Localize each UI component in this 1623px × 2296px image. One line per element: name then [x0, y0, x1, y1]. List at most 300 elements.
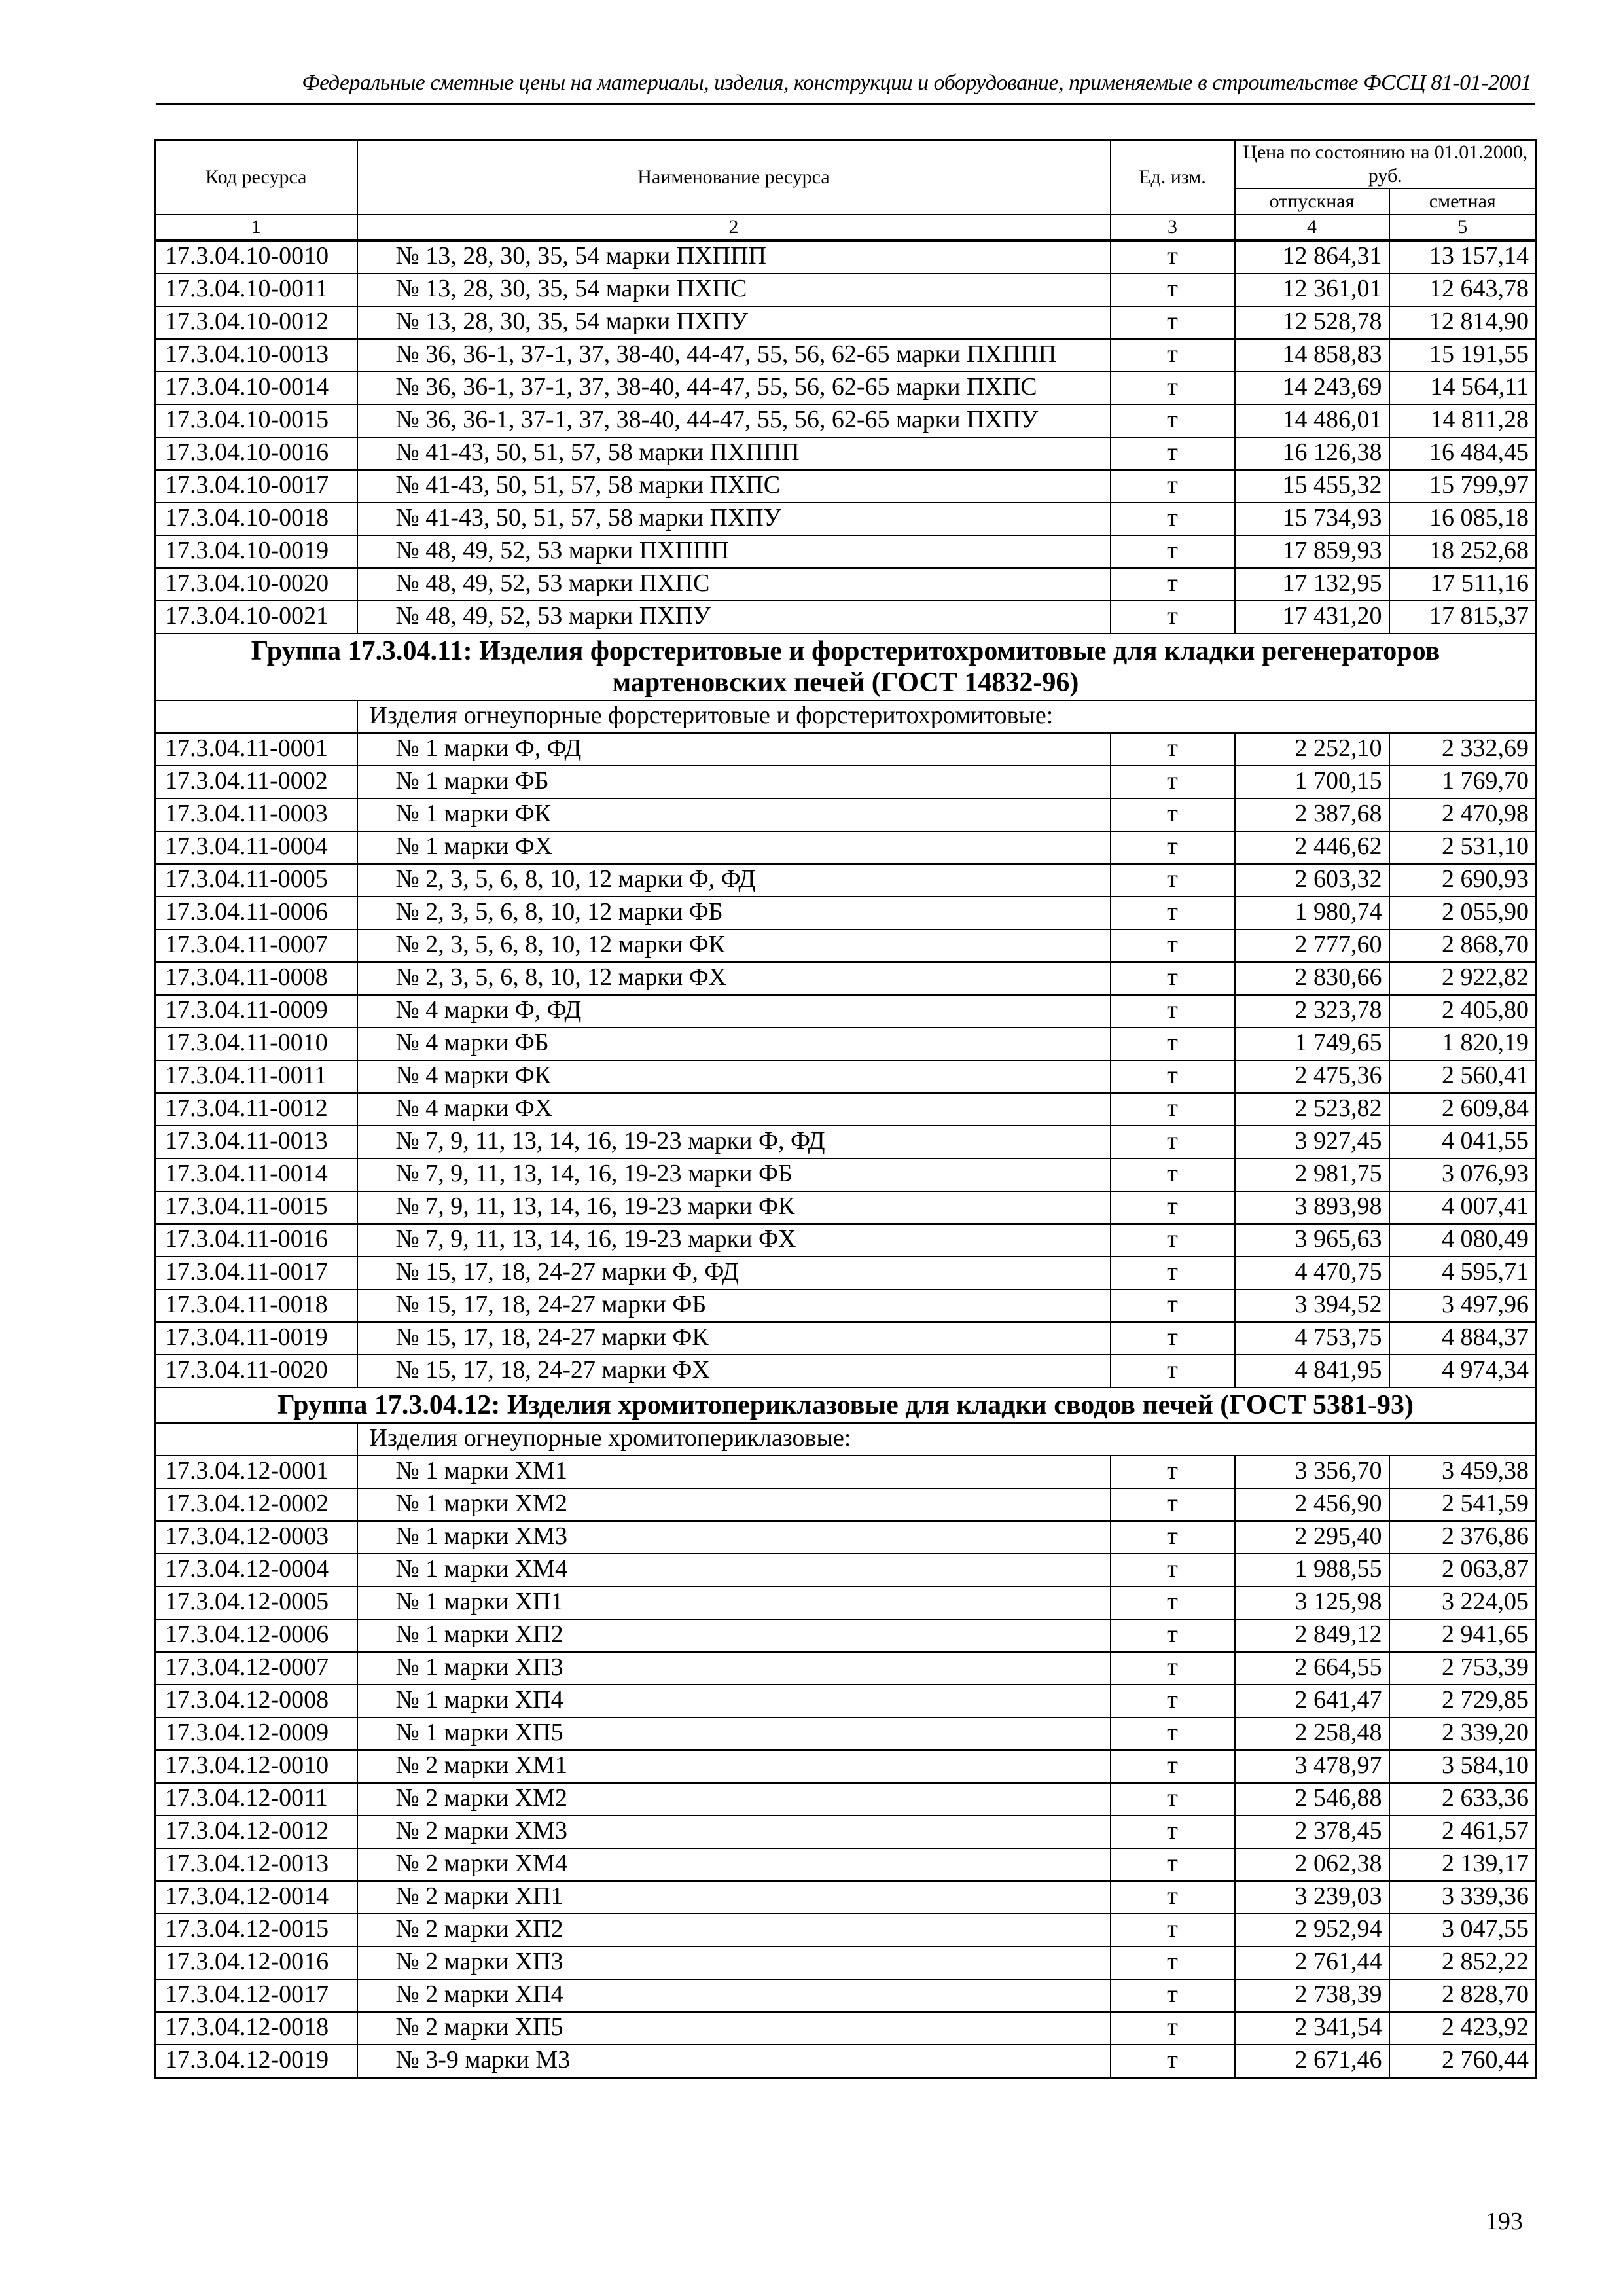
table-row	[155, 1783, 1537, 1816]
estimate-price: 3 339,36	[1389, 1881, 1537, 1914]
release-price: 2 295,40	[1235, 1521, 1389, 1554]
resource-code: 17.3.04.12-0010	[155, 1750, 357, 1783]
release-price: 2 641,47	[1235, 1685, 1389, 1717]
resource-code: 17.3.04.11-0008	[155, 962, 357, 995]
release-price: 2 062,38	[1235, 1848, 1389, 1881]
resource-name: № 2, 3, 5, 6, 8, 10, 12 марки ФХ	[357, 962, 1111, 995]
table-row	[155, 1685, 1537, 1717]
release-price: 3 478,97	[1235, 1750, 1389, 1783]
subgroup-row	[155, 700, 1537, 733]
resource-name: № 2 марки ХМ4	[357, 1848, 1111, 1881]
release-price: 2 252,10	[1235, 733, 1389, 766]
unit: т	[1111, 1554, 1235, 1587]
estimate-price: 2 139,17	[1389, 1848, 1537, 1881]
resource-name: № 4 марки ФХ	[357, 1093, 1111, 1126]
resource-name: № 3-9 марки М3	[357, 2045, 1111, 2078]
estimate-price: 2 470,98	[1389, 798, 1537, 831]
release-price: 2 603,32	[1235, 864, 1389, 897]
unit: т	[1111, 1783, 1235, 1816]
resource-name: № 4 марки Ф, ФД	[357, 995, 1111, 1028]
estimate-price: 12 814,90	[1389, 306, 1537, 339]
resource-code: 17.3.04.10-0015	[155, 404, 357, 437]
release-price: 2 738,39	[1235, 1979, 1389, 2012]
table-row	[155, 404, 1537, 437]
estimate-price: 2 063,87	[1389, 1554, 1537, 1587]
estimate-price: 3 224,05	[1389, 1587, 1537, 1619]
unit: т	[1111, 1456, 1235, 1488]
release-price: 1 988,55	[1235, 1554, 1389, 1587]
table-row	[155, 339, 1537, 372]
unit: т	[1111, 1619, 1235, 1652]
group-heading-row	[155, 1388, 1537, 1423]
release-price: 3 893,98	[1235, 1191, 1389, 1224]
resource-name: № 13, 28, 30, 35, 54 марки ПХПС	[357, 274, 1111, 306]
table-row	[155, 766, 1537, 798]
resource-code: 17.3.04.10-0013	[155, 339, 357, 372]
release-price: 2 546,88	[1235, 1783, 1389, 1816]
resource-code: 17.3.04.11-0019	[155, 1322, 357, 1355]
unit: т	[1111, 1060, 1235, 1093]
unit: т	[1111, 274, 1235, 306]
unit: т	[1111, 240, 1235, 274]
release-price: 4 753,75	[1235, 1322, 1389, 1355]
table-row	[155, 601, 1537, 634]
estimate-price: 2 760,44	[1389, 2045, 1537, 2078]
resource-name: № 1 марки ФК	[357, 798, 1111, 831]
unit: т	[1111, 1946, 1235, 1979]
estimate-price: 16 085,18	[1389, 503, 1537, 535]
unit: т	[1111, 1028, 1235, 1060]
unit: т	[1111, 962, 1235, 995]
table-row	[155, 1750, 1537, 1783]
header-rule	[156, 103, 1535, 105]
table-row	[155, 864, 1537, 897]
table-row	[155, 1289, 1537, 1322]
estimate-price: 3 459,38	[1389, 1456, 1537, 1488]
table-row	[155, 1322, 1537, 1355]
release-price: 14 243,69	[1235, 372, 1389, 404]
resource-name: № 15, 17, 18, 24-27 марки ФХ	[357, 1355, 1111, 1388]
resource-name: № 1 марки ХМ4	[357, 1554, 1111, 1587]
unit: т	[1111, 733, 1235, 766]
resource-name: № 2 марки ХП1	[357, 1881, 1111, 1914]
release-price: 2 981,75	[1235, 1158, 1389, 1191]
release-price: 3 965,63	[1235, 1224, 1389, 1257]
unit: т	[1111, 1488, 1235, 1521]
resource-name: № 1 марки ХМ2	[357, 1488, 1111, 1521]
resource-code: 17.3.04.11-0010	[155, 1028, 357, 1060]
table-row	[155, 535, 1537, 568]
estimate-price: 4 080,49	[1389, 1224, 1537, 1257]
resource-name: № 41-43, 50, 51, 57, 58 марки ПХППП	[357, 437, 1111, 470]
estimate-price: 2 531,10	[1389, 831, 1537, 864]
unit: т	[1111, 1881, 1235, 1914]
release-price: 15 455,32	[1235, 470, 1389, 503]
resource-name: № 7, 9, 11, 13, 14, 16, 19-23 марки Ф, ФД	[357, 1126, 1111, 1158]
col-number: 3	[1111, 215, 1235, 240]
unit: т	[1111, 1587, 1235, 1619]
resource-code: 17.3.04.12-0006	[155, 1619, 357, 1652]
estimate-price: 2 560,41	[1389, 1060, 1537, 1093]
table-row	[155, 1619, 1537, 1652]
resource-name: № 48, 49, 52, 53 марки ПХПС	[357, 568, 1111, 601]
table-row	[155, 1979, 1537, 2012]
table-row	[155, 1816, 1537, 1848]
group-heading-row	[155, 634, 1537, 700]
estimate-price: 2 922,82	[1389, 962, 1537, 995]
unit: т	[1111, 503, 1235, 535]
table-row	[155, 1521, 1537, 1554]
estimate-price: 2 690,93	[1389, 864, 1537, 897]
unit: т	[1111, 1093, 1235, 1126]
unit: т	[1111, 1224, 1235, 1257]
resource-name: № 1 марки ХП1	[357, 1587, 1111, 1619]
resource-code: 17.3.04.11-0014	[155, 1158, 357, 1191]
estimate-price: 2 405,80	[1389, 995, 1537, 1028]
resource-code: 17.3.04.10-0017	[155, 470, 357, 503]
resource-name: № 1 марки Ф, ФД	[357, 733, 1111, 766]
resource-name: № 48, 49, 52, 53 марки ПХППП	[357, 535, 1111, 568]
table-row	[155, 1946, 1537, 1979]
resource-name: № 7, 9, 11, 13, 14, 16, 19-23 марки ФБ	[357, 1158, 1111, 1191]
release-price: 2 387,68	[1235, 798, 1389, 831]
unit: т	[1111, 1685, 1235, 1717]
release-price: 12 528,78	[1235, 306, 1389, 339]
resource-name: № 1 марки ХП3	[357, 1652, 1111, 1685]
resource-code: 17.3.04.10-0011	[155, 274, 357, 306]
resource-code: 17.3.04.11-0007	[155, 929, 357, 962]
estimate-price: 2 941,65	[1389, 1619, 1537, 1652]
resource-name: № 1 марки ХП4	[357, 1685, 1111, 1717]
resource-name: № 41-43, 50, 51, 57, 58 марки ПХПС	[357, 470, 1111, 503]
resource-code: 17.3.04.12-0002	[155, 1488, 357, 1521]
resource-name: № 41-43, 50, 51, 57, 58 марки ПХПУ	[357, 503, 1111, 535]
unit: т	[1111, 1191, 1235, 1224]
estimate-price: 4 007,41	[1389, 1191, 1537, 1224]
col-number: 1	[155, 215, 357, 240]
table-row	[155, 733, 1537, 766]
estimate-price: 2 461,57	[1389, 1816, 1537, 1848]
release-price: 3 239,03	[1235, 1881, 1389, 1914]
resource-name: № 2, 3, 5, 6, 8, 10, 12 марки Ф, ФД	[357, 864, 1111, 897]
estimate-price: 3 497,96	[1389, 1289, 1537, 1322]
empty-cell	[155, 700, 357, 733]
subgroup-title: Изделия огнеупорные форстеритовые и форстеритохромитовые:	[357, 700, 1537, 733]
estimate-price: 4 041,55	[1389, 1126, 1537, 1158]
table-row	[155, 962, 1537, 995]
unit: т	[1111, 1652, 1235, 1685]
unit: т	[1111, 404, 1235, 437]
unit: т	[1111, 1979, 1235, 2012]
estimate-price: 4 595,71	[1389, 1257, 1537, 1289]
table-row	[155, 1717, 1537, 1750]
table-row	[155, 897, 1537, 929]
release-price: 15 734,93	[1235, 503, 1389, 535]
resource-name: № 4 марки ФК	[357, 1060, 1111, 1093]
resource-code: 17.3.04.11-0013	[155, 1126, 357, 1158]
resource-code: 17.3.04.11-0017	[155, 1257, 357, 1289]
estimate-price: 15 799,97	[1389, 470, 1537, 503]
unit: т	[1111, 568, 1235, 601]
resource-name: № 2 марки ХМ3	[357, 1816, 1111, 1848]
resource-code: 17.3.04.11-0009	[155, 995, 357, 1028]
unit: т	[1111, 831, 1235, 864]
subgroup-title: Изделия огнеупорные хромитопериклазовые:	[357, 1423, 1537, 1456]
resource-code: 17.3.04.12-0018	[155, 2012, 357, 2045]
resource-code: 17.3.04.11-0015	[155, 1191, 357, 1224]
estimate-price: 17 511,16	[1389, 568, 1537, 601]
table-row	[155, 995, 1537, 1028]
estimate-price: 2 376,86	[1389, 1521, 1537, 1554]
resource-code: 17.3.04.12-0017	[155, 1979, 357, 2012]
resource-code: 17.3.04.12-0003	[155, 1521, 357, 1554]
unit: т	[1111, 1158, 1235, 1191]
header-name: Наименование ресурса	[357, 140, 1111, 215]
release-price: 4 841,95	[1235, 1355, 1389, 1388]
table-row	[155, 1028, 1537, 1060]
estimate-price: 16 484,45	[1389, 437, 1537, 470]
release-price: 2 952,94	[1235, 1914, 1389, 1946]
col-number: 5	[1389, 215, 1537, 240]
table-row	[155, 1355, 1537, 1388]
resource-code: 17.3.04.12-0011	[155, 1783, 357, 1816]
col-number: 4	[1235, 215, 1389, 240]
estimate-price: 17 815,37	[1389, 601, 1537, 634]
resource-code: 17.3.04.11-0012	[155, 1093, 357, 1126]
table-row	[155, 1848, 1537, 1881]
empty-cell	[155, 1423, 357, 1456]
header-unit: Ед. изм.	[1111, 140, 1235, 215]
resource-code: 17.3.04.11-0002	[155, 766, 357, 798]
table-row	[155, 470, 1537, 503]
estimate-price: 13 157,14	[1389, 240, 1537, 274]
unit: т	[1111, 372, 1235, 404]
unit: т	[1111, 2045, 1235, 2078]
release-price: 12 864,31	[1235, 240, 1389, 274]
release-price: 1 749,65	[1235, 1028, 1389, 1060]
resource-name: № 48, 49, 52, 53 марки ПХПУ	[357, 601, 1111, 634]
estimate-price: 14 564,11	[1389, 372, 1537, 404]
unit: т	[1111, 470, 1235, 503]
resource-name: № 15, 17, 18, 24-27 марки Ф, ФД	[357, 1257, 1111, 1289]
estimate-price: 1 769,70	[1389, 766, 1537, 798]
resource-name: № 2 марки ХП5	[357, 2012, 1111, 2045]
header-estimate-price: сметная	[1389, 188, 1537, 215]
release-price: 2 830,66	[1235, 962, 1389, 995]
table-row	[155, 1257, 1537, 1289]
release-price: 2 761,44	[1235, 1946, 1389, 1979]
release-price: 2 671,46	[1235, 2045, 1389, 2078]
unit: т	[1111, 1717, 1235, 1750]
release-price: 17 431,20	[1235, 601, 1389, 634]
table-row	[155, 1093, 1537, 1126]
unit: т	[1111, 1289, 1235, 1322]
table-row	[155, 1456, 1537, 1488]
resource-name: № 7, 9, 11, 13, 14, 16, 19-23 марки ФХ	[357, 1224, 1111, 1257]
release-price: 2 456,90	[1235, 1488, 1389, 1521]
table-row	[155, 2045, 1537, 2078]
resource-name: № 4 марки ФБ	[357, 1028, 1111, 1060]
release-price: 2 777,60	[1235, 929, 1389, 962]
resource-code: 17.3.04.11-0003	[155, 798, 357, 831]
resource-code: 17.3.04.11-0004	[155, 831, 357, 864]
resource-code: 17.3.04.12-0004	[155, 1554, 357, 1587]
release-price: 1 700,15	[1235, 766, 1389, 798]
release-price: 1 980,74	[1235, 897, 1389, 929]
resource-code: 17.3.04.11-0020	[155, 1355, 357, 1388]
resource-name: № 2 марки ХП2	[357, 1914, 1111, 1946]
release-price: 3 394,52	[1235, 1289, 1389, 1322]
resource-code: 17.3.04.11-0016	[155, 1224, 357, 1257]
unit: т	[1111, 798, 1235, 831]
running-head: Федеральные сметные цены на материалы, изделия, конструкции и оборудование, применяемые в строительстве ФССЦ 81-01-2001	[302, 71, 1531, 95]
estimate-price: 4 974,34	[1389, 1355, 1537, 1388]
unit: т	[1111, 1355, 1235, 1388]
resource-code: 17.3.04.10-0016	[155, 437, 357, 470]
estimate-price: 2 609,84	[1389, 1093, 1537, 1126]
table-row	[155, 240, 1537, 274]
unit: т	[1111, 1750, 1235, 1783]
estimate-price: 3 584,10	[1389, 1750, 1537, 1783]
resource-code: 17.3.04.10-0010	[155, 240, 357, 274]
estimate-price: 14 811,28	[1389, 404, 1537, 437]
resource-code: 17.3.04.12-0005	[155, 1587, 357, 1619]
table-row	[155, 831, 1537, 864]
table-row	[155, 1060, 1537, 1093]
resource-name: № 13, 28, 30, 35, 54 марки ПХПУ	[357, 306, 1111, 339]
resource-name: № 1 марки ХП5	[357, 1717, 1111, 1750]
table-row	[155, 1587, 1537, 1619]
table-row	[155, 1488, 1537, 1521]
page-number: 193	[1486, 2208, 1523, 2235]
table-row	[155, 929, 1537, 962]
resource-name: № 1 марки ХМ3	[357, 1521, 1111, 1554]
table-row	[155, 568, 1537, 601]
table-row	[155, 372, 1537, 404]
table-row	[155, 1554, 1537, 1587]
table-body	[155, 240, 1537, 2078]
unit: т	[1111, 437, 1235, 470]
resource-name: № 2, 3, 5, 6, 8, 10, 12 марки ФБ	[357, 897, 1111, 929]
unit: т	[1111, 1521, 1235, 1554]
unit: т	[1111, 306, 1235, 339]
estimate-price: 2 852,22	[1389, 1946, 1537, 1979]
table-row	[155, 1191, 1537, 1224]
table-row	[155, 437, 1537, 470]
resource-code: 17.3.04.11-0018	[155, 1289, 357, 1322]
resource-name: № 15, 17, 18, 24-27 марки ФК	[357, 1322, 1111, 1355]
unit: т	[1111, 535, 1235, 568]
release-price: 17 132,95	[1235, 568, 1389, 601]
release-price: 4 470,75	[1235, 1257, 1389, 1289]
estimate-price: 1 820,19	[1389, 1028, 1537, 1060]
group-title: Группа 17.3.04.12: Изделия хромитопериклазовые для кладки сводов печей (ГОСТ 5381-93)	[155, 1388, 1537, 1423]
unit: т	[1111, 1257, 1235, 1289]
header-release-price: отпускная	[1235, 188, 1389, 215]
resource-code: 17.3.04.11-0006	[155, 897, 357, 929]
release-price: 2 475,36	[1235, 1060, 1389, 1093]
release-price: 2 323,78	[1235, 995, 1389, 1028]
resource-name: № 1 марки ХМ1	[357, 1456, 1111, 1488]
resource-name: № 7, 9, 11, 13, 14, 16, 19-23 марки ФК	[357, 1191, 1111, 1224]
release-price: 2 523,82	[1235, 1093, 1389, 1126]
resource-code: 17.3.04.12-0014	[155, 1881, 357, 1914]
release-price: 3 927,45	[1235, 1126, 1389, 1158]
unit: т	[1111, 995, 1235, 1028]
estimate-price: 2 828,70	[1389, 1979, 1537, 2012]
estimate-price: 2 332,69	[1389, 733, 1537, 766]
resource-code: 17.3.04.12-0015	[155, 1914, 357, 1946]
resource-code: 17.3.04.10-0019	[155, 535, 357, 568]
unit: т	[1111, 1816, 1235, 1848]
resource-name: № 36, 36-1, 37-1, 37, 38-40, 44-47, 55, 56, 62-65 марки ПХППП	[357, 339, 1111, 372]
resource-code: 17.3.04.12-0013	[155, 1848, 357, 1881]
release-price: 2 378,45	[1235, 1816, 1389, 1848]
resource-name: № 2 марки ХП4	[357, 1979, 1111, 2012]
resource-name: № 1 марки ФХ	[357, 831, 1111, 864]
estimate-price: 4 884,37	[1389, 1322, 1537, 1355]
table-row	[155, 274, 1537, 306]
group-title: Группа 17.3.04.11: Изделия форстеритовые и форстеритохромитовые для кладки регенераторов мартеновских печей (ГОСТ 14832-96)	[155, 634, 1537, 700]
release-price: 2 258,48	[1235, 1717, 1389, 1750]
estimate-price: 2 055,90	[1389, 897, 1537, 929]
resource-name: № 1 марки ФБ	[357, 766, 1111, 798]
price-table	[154, 139, 1537, 2079]
estimate-price: 3 047,55	[1389, 1914, 1537, 1946]
estimate-price: 2 753,39	[1389, 1652, 1537, 1685]
resource-name: № 2 марки ХМ1	[357, 1750, 1111, 1783]
release-price: 2 341,54	[1235, 2012, 1389, 2045]
resource-code: 17.3.04.12-0012	[155, 1816, 357, 1848]
resource-name: № 2 марки ХП3	[357, 1946, 1111, 1979]
resource-name: № 2, 3, 5, 6, 8, 10, 12 марки ФК	[357, 929, 1111, 962]
resource-code: 17.3.04.10-0014	[155, 372, 357, 404]
resource-name: № 2 марки ХМ2	[357, 1783, 1111, 1816]
unit: т	[1111, 766, 1235, 798]
unit: т	[1111, 1322, 1235, 1355]
table-row	[155, 1224, 1537, 1257]
resource-name: № 36, 36-1, 37-1, 37, 38-40, 44-47, 55, 56, 62-65 марки ПХПС	[357, 372, 1111, 404]
table-row	[155, 306, 1537, 339]
unit: т	[1111, 2012, 1235, 2045]
resource-code: 17.3.04.10-0021	[155, 601, 357, 634]
estimate-price: 2 868,70	[1389, 929, 1537, 962]
resource-code: 17.3.04.12-0016	[155, 1946, 357, 1979]
estimate-price: 12 643,78	[1389, 274, 1537, 306]
estimate-price: 2 339,20	[1389, 1717, 1537, 1750]
release-price: 17 859,93	[1235, 535, 1389, 568]
header-price: Цена по состоянию на 01.01.2000, руб.	[1235, 140, 1537, 189]
table-row	[155, 1652, 1537, 1685]
col-number: 2	[357, 215, 1111, 240]
resource-name: № 1 марки ХП2	[357, 1619, 1111, 1652]
table-row	[155, 798, 1537, 831]
unit: т	[1111, 1848, 1235, 1881]
unit: т	[1111, 864, 1235, 897]
table-row	[155, 1158, 1537, 1191]
table-row	[155, 1881, 1537, 1914]
unit: т	[1111, 1126, 1235, 1158]
release-price: 2 664,55	[1235, 1652, 1389, 1685]
estimate-price: 2 541,59	[1389, 1488, 1537, 1521]
resource-code: 17.3.04.12-0019	[155, 2045, 357, 2078]
resource-code: 17.3.04.12-0007	[155, 1652, 357, 1685]
resource-name: № 13, 28, 30, 35, 54 марки ПХППП	[357, 240, 1111, 274]
estimate-price: 2 633,36	[1389, 1783, 1537, 1816]
resource-code: 17.3.04.11-0005	[155, 864, 357, 897]
unit: т	[1111, 601, 1235, 634]
unit: т	[1111, 897, 1235, 929]
